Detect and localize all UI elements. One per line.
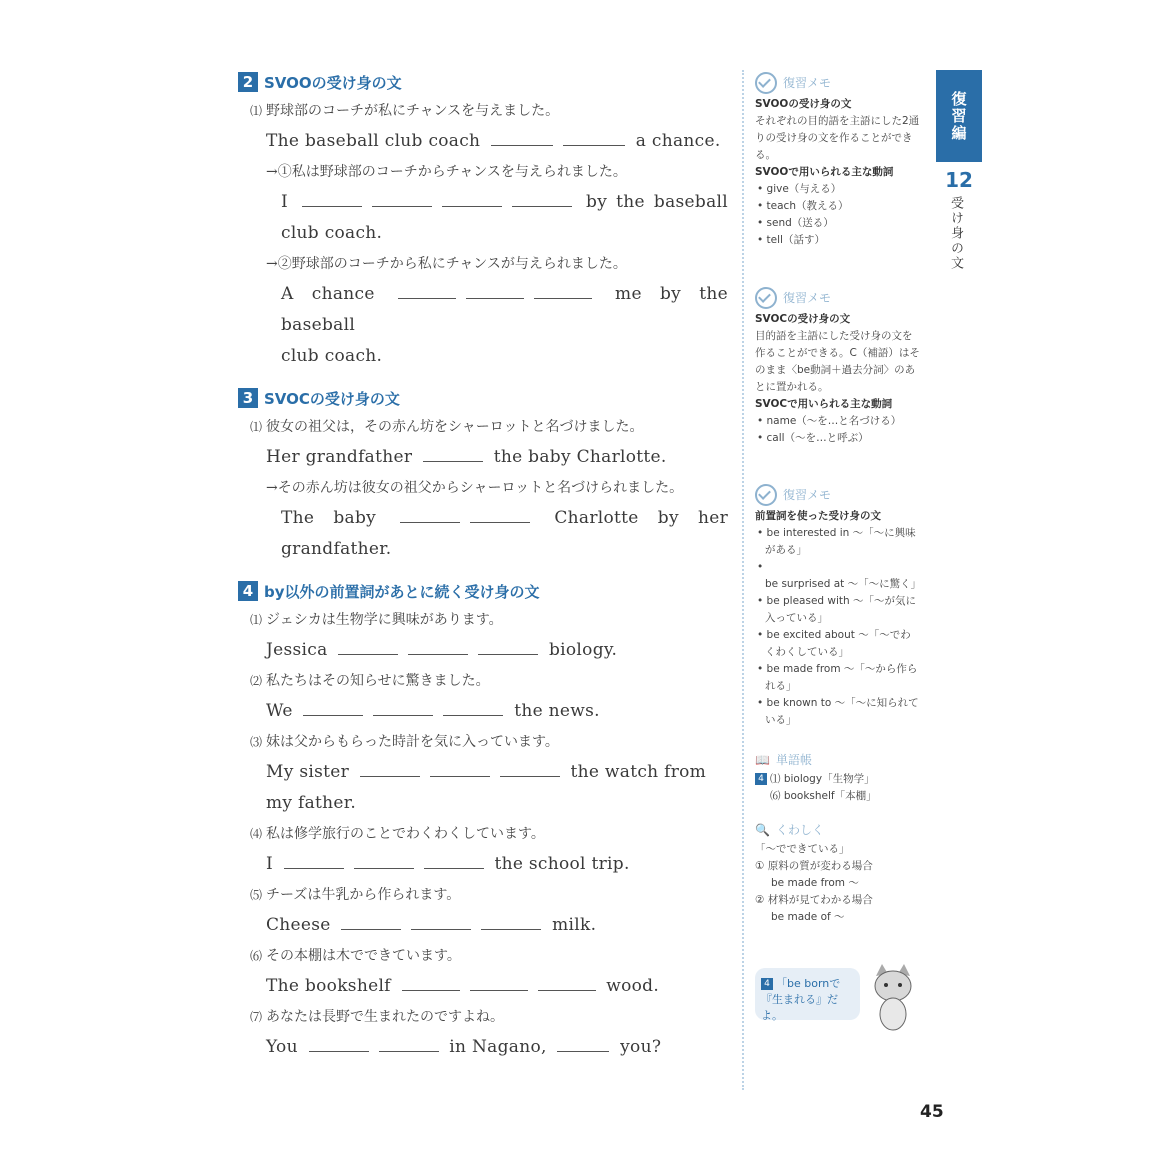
- blank-field[interactable]: [338, 636, 398, 655]
- section-2-header: [238, 70, 728, 94]
- review-memo-1: [755, 72, 920, 249]
- question-jp: ⑴ 彼女の祖父は，その赤ん坊をシャーロットと名づけました。: [250, 419, 644, 435]
- blank-field[interactable]: [400, 504, 460, 523]
- blank-field[interactable]: [373, 697, 433, 716]
- blank-field[interactable]: [423, 443, 483, 462]
- question-jp: ⑴ ジェシカは生物学に興味があります。: [250, 612, 503, 628]
- blank-field[interactable]: [379, 1033, 439, 1052]
- section-title: by以外の前置詞があとに続く受け身の文: [264, 582, 540, 601]
- blank-field[interactable]: [442, 188, 502, 207]
- memo-label: 復習メモ: [783, 75, 832, 90]
- list-item: • be excited about ～「～でわくわくしている」: [757, 629, 911, 658]
- conversion-prompt: →その赤ん坊は彼女の祖父からシャーロットと名づけられました。: [266, 480, 684, 496]
- blank-field[interactable]: [481, 911, 541, 930]
- answer-line: A chance me by the baseball: [281, 279, 728, 341]
- question-en: My sister the watch from: [266, 757, 728, 788]
- check-icon: [755, 72, 777, 94]
- list-item: • send（送る）: [757, 217, 834, 229]
- list-item: • be pleased with ～「～が気に入っている」: [757, 595, 917, 624]
- section-number: 3: [238, 388, 258, 408]
- question-jp: ⑴ 野球部のコーチが私にチャンスを与えました。: [250, 103, 560, 119]
- check-icon: [755, 287, 777, 309]
- memo-body: それぞれの目的語を主語にした2通りの受け身の文を作ることができる。: [755, 115, 920, 161]
- vocab-label: 単語帳: [775, 753, 812, 767]
- detail-line: be made of ～: [771, 911, 845, 923]
- chapter-title: 受け身の文: [948, 196, 963, 271]
- chapter-number: 12: [945, 168, 973, 192]
- section-3-header: [238, 386, 728, 410]
- cat-mascot-icon: [868, 962, 918, 1032]
- vocab-box: [755, 752, 920, 805]
- blank-field[interactable]: [302, 188, 362, 207]
- question-en: The baseball club coach a chance.: [266, 126, 728, 157]
- blank-field[interactable]: [512, 188, 572, 207]
- question-jp: ⑸ チーズは牛乳から作られます。: [250, 887, 461, 903]
- list-item: • be known to ～「～に知られている」: [757, 697, 919, 726]
- blank-field[interactable]: [430, 758, 490, 777]
- detail-line: ① 原料の質が変わる場合: [755, 860, 873, 872]
- list-item: • teach（教える）: [757, 200, 849, 212]
- question-en: my father.: [266, 793, 357, 813]
- detail-line: ② 材料が見てわかる場合: [755, 894, 873, 906]
- blank-field[interactable]: [360, 758, 420, 777]
- list-item: • name（～を…と名づける）: [757, 415, 902, 427]
- memo-label: 復習メモ: [783, 487, 832, 502]
- section-title: SVOOの受け身の文: [264, 73, 402, 92]
- blank-field[interactable]: [411, 911, 471, 930]
- question-en: You in Nagano, you?: [266, 1032, 728, 1063]
- section-number: 2: [238, 72, 258, 92]
- book-icon: 📖: [755, 753, 770, 767]
- question-jp: ⑶ 妹は父からもらった時計を気に入っています。: [250, 734, 559, 750]
- list-item: • be made from ～「～から作られる」: [757, 663, 918, 692]
- question-jp: ⑵ 私たちはその知らせに驚きました。: [250, 673, 490, 689]
- section-title: SVOCの受け身の文: [264, 389, 400, 408]
- review-memo-3: [755, 484, 920, 729]
- list-item: • call（～を…と呼ぶ）: [757, 432, 869, 444]
- memo-title: SVOCの受け身の文: [755, 313, 851, 325]
- detail-label: くわしく: [775, 823, 824, 837]
- blank-field[interactable]: [538, 972, 596, 991]
- blank-field[interactable]: [470, 972, 528, 991]
- main-content: [238, 70, 728, 1063]
- list-item: • tell（話す）: [757, 234, 825, 246]
- blank-field[interactable]: [491, 127, 553, 146]
- blank-field[interactable]: [341, 911, 401, 930]
- page-number: 45: [920, 1102, 944, 1122]
- blank-field[interactable]: [284, 850, 344, 869]
- question-en: I the school trip.: [266, 849, 728, 880]
- memo-subtitle: SVOCで用いられる主な動詞: [755, 398, 893, 410]
- memo-subtitle: SVOOで用いられる主な動詞: [755, 166, 894, 178]
- blank-field[interactable]: [563, 127, 625, 146]
- question-en: The bookshelf wood.: [266, 971, 728, 1002]
- blank-field[interactable]: [557, 1033, 609, 1052]
- blank-field[interactable]: [354, 850, 414, 869]
- blank-field[interactable]: [372, 188, 432, 207]
- question-jp: ⑷ 私は修学旅行のことでわくわくしています。: [250, 826, 545, 842]
- question-jp: ⑺ あなたは長野で生まれたのですよね。: [250, 1009, 505, 1025]
- memo-title: SVOOの受け身の文: [755, 98, 852, 110]
- blank-field[interactable]: [500, 758, 560, 777]
- column-divider: [742, 70, 744, 1090]
- check-icon: [755, 484, 777, 506]
- vocab-item: ⑹ bookshelf「本棚」: [770, 790, 877, 802]
- question-jp: ⑹ その本棚は木でできています。: [250, 948, 461, 964]
- question-en: Jessica biology.: [266, 635, 728, 666]
- detail-line: 「～でできている」: [755, 843, 850, 855]
- detail-box: [755, 822, 920, 926]
- blank-field[interactable]: [303, 697, 363, 716]
- answer-line: club coach.: [281, 346, 383, 366]
- blank-field[interactable]: [309, 1033, 369, 1052]
- blank-field[interactable]: [478, 636, 538, 655]
- hint-bubble: 4 「be bornで『生まれる』だよ。: [755, 968, 860, 1020]
- list-item: • give（与える）: [757, 183, 842, 195]
- memo-label: 復習メモ: [783, 290, 832, 305]
- blank-field[interactable]: [470, 504, 530, 523]
- blank-field[interactable]: [398, 280, 456, 299]
- conversion-prompt: →①私は野球部のコーチからチャンスを与えられました。: [266, 164, 627, 180]
- question-en: We the news.: [266, 696, 728, 727]
- blank-field[interactable]: [408, 636, 468, 655]
- blank-field[interactable]: [424, 850, 484, 869]
- blank-field[interactable]: [466, 280, 524, 299]
- chapter-tab: 復習編: [936, 70, 982, 162]
- section-4-header: [238, 579, 728, 603]
- memo-title: 前置詞を使った受け身の文: [755, 510, 881, 522]
- blank-field[interactable]: [402, 972, 460, 991]
- blank-field[interactable]: [534, 280, 592, 299]
- vocab-item: 4 ⑴ biology「生物学」: [755, 771, 920, 788]
- question-en: Her grandfather the baby Charlotte.: [266, 442, 728, 473]
- answer-line: club coach.: [281, 223, 383, 243]
- list-item: • be surprised at ～「～に驚く」: [757, 561, 922, 590]
- memo-body: 目的語を主語にした受け身の文を作ることができる。C（補語）はそのまま〈be動詞＋過去分詞〉のあとに置かれる。: [755, 330, 920, 393]
- question-en: Cheese milk.: [266, 910, 728, 941]
- answer-line: The baby Charlotte by her: [281, 503, 728, 534]
- conversion-prompt: →②野球部のコーチから私にチャンスが与えられました。: [266, 256, 627, 272]
- answer-line: grandfather.: [281, 539, 392, 559]
- section-number: 4: [238, 581, 258, 601]
- magnifier-icon: 🔍: [755, 823, 770, 837]
- answer-line: I by the baseball: [281, 187, 728, 218]
- list-item: • be interested in ～「～に興味がある」: [757, 527, 916, 556]
- blank-field[interactable]: [443, 697, 503, 716]
- detail-line: be made from ～: [771, 877, 859, 889]
- review-memo-2: [755, 287, 920, 447]
